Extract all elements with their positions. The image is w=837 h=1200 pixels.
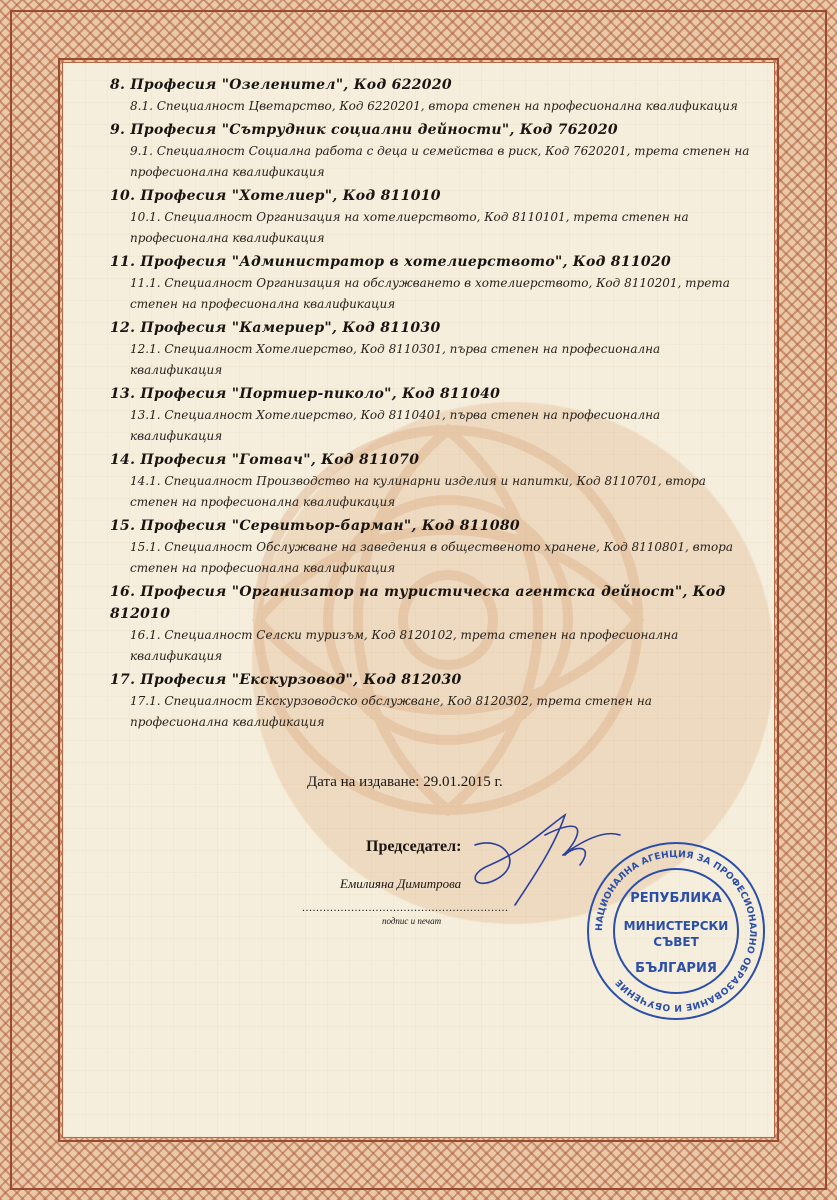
official-stamp (585, 840, 767, 1022)
specialty-text: 8.1. Специалност Цветарство, Код 6220201, втора степен на професионална квалификация (130, 99, 738, 113)
stamp-line-1: РЕПУБЛИКА (630, 891, 722, 906)
specialty-text: 16.1. Специалност Селски туризъм, Код 8120102, трета степен на професионална квалификация (130, 628, 679, 663)
chairman-name: Емилияна Димитрова (340, 876, 462, 891)
list-item (110, 317, 750, 381)
specialty-text: 14.1. Специалност Производство на кулинарни изделия и напитки, Код 8110701, втора степен на професионална квалификация (130, 474, 706, 509)
list-item (110, 383, 750, 447)
profession-title: 10. Професия "Хотелиер", Код 811010 (110, 188, 441, 204)
profession-title: 14. Професия "Готвач", Код 811070 (110, 452, 420, 468)
signature-caption: подпис и печат (382, 916, 442, 926)
stamp-outer-text: НАЦИОНАЛНА АГЕНЦИЯ ЗА ПРОФЕСИОНАЛНО ОБРАЗОВАНИЕ И ОБУЧЕНИЕ (593, 848, 759, 1014)
list-item (110, 74, 750, 117)
profession-title: 12. Професия "Камериер", Код 811030 (110, 320, 441, 336)
specialty-text: 11.1. Специалност Организация на обслужването в хотелиерството, Код 8110201, трета степен на професионална квалификация (130, 276, 730, 311)
profession-title: 11. Професия "Администратор в хотелиерството", Код 811020 (110, 254, 672, 270)
profession-title: 8. Професия "Озеленител", Код 622020 (110, 77, 452, 93)
profession-title: 13. Професия "Портиер-пиколо", Код 811040 (110, 386, 501, 402)
specialty-text: 12.1. Специалност Хотелиерство, Код 8110301, първа степен на професионална квалификация (130, 342, 661, 377)
list-item (110, 449, 750, 513)
chairman-label: Председател: (366, 838, 462, 855)
specialty-text: 13.1. Специалност Хотелиерство, Код 8110401, първа степен на професионална квалификация (130, 408, 661, 443)
list-item (110, 119, 750, 183)
stamp-line-2: МИНИСТЕРСКИ (623, 919, 729, 933)
professions-list (110, 74, 750, 735)
list-item (110, 185, 750, 249)
list-item (110, 251, 750, 315)
signature-line: ........................................................... (302, 900, 509, 914)
specialty-text: 10.1. Специалност Организация на хотелиерството, Код 8110101, трета степен на професионална квалификация (130, 210, 689, 245)
profession-title: 9. Професия "Сътрудник социални дейности", Код 762020 (110, 122, 618, 138)
profession-title: 16. Професия "Организатор на туристическа агентска дейност", Код 812010 (110, 584, 726, 622)
specialty-text: 9.1. Специалност Социална работа с деца и семейства в риск, Код 7620201, трета степен на професионална квалификация (130, 144, 750, 179)
list-item (110, 515, 750, 579)
specialty-text: 15.1. Специалност Обслужване на заведения в общественото хранене, Код 8110801, втора степен на професионална квалификация (130, 540, 734, 575)
profession-title: 17. Професия "Екскурзовод", Код 812030 (110, 672, 462, 688)
stamp-line-3: СЪВЕТ (653, 935, 699, 949)
profession-title: 15. Професия "Сервитьор-барман", Код 811080 (110, 518, 520, 534)
issue-date: Дата на издаване: 29.01.2015 г. (307, 774, 503, 790)
specialty-text: 17.1. Специалност Екскурзоводско обслужване, Код 8120302, трета степен на професионална квалификация (130, 694, 652, 729)
list-item (110, 581, 750, 667)
stamp-line-4: БЪЛГАРИЯ (635, 961, 717, 976)
list-item (110, 669, 750, 733)
